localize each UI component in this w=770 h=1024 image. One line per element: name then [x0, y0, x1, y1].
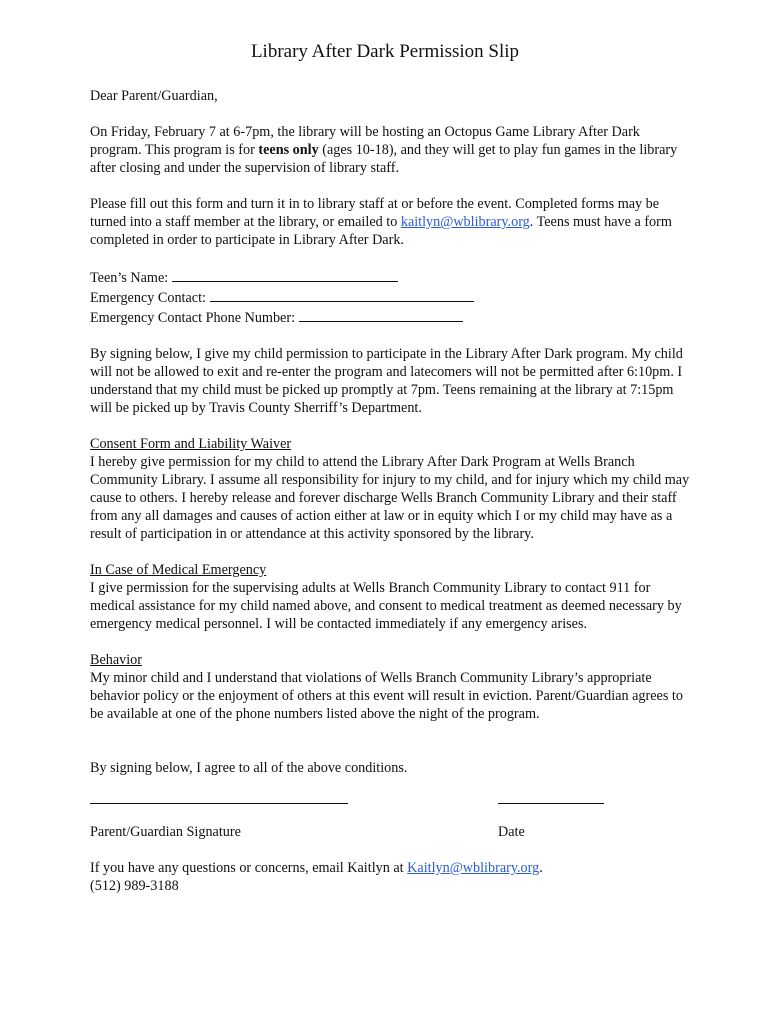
teen-name-field[interactable]	[172, 267, 398, 282]
page-title: Library After Dark Permission Slip	[250, 41, 520, 62]
behavior-body: My minor child and I understand that violations of Wells Branch Community Library’s appropriate behavior policy or the enjoyment of others at this event will result in eviction. Parent/Guardian agrees to be available at one of the phone numbers listed above the night of the program.	[90, 670, 683, 722]
medical-heading: In Case of Medical Emergency	[90, 562, 267, 578]
instructions-text-2: . Teens must have a form completed in order to participate in Library After Dark.	[90, 214, 672, 248]
consent-section	[90, 435, 690, 543]
emergency-phone-field[interactable]	[299, 307, 463, 322]
contact-phone: (512) 989-3188	[90, 878, 179, 894]
signature-label: Parent/Guardian Signature	[90, 824, 241, 840]
teen-name-label: Teen’s Name:	[90, 270, 169, 286]
intro-bold-text: teens only	[258, 142, 319, 158]
signature-field[interactable]	[90, 803, 348, 804]
medical-body: I give permission for the supervising adults at Wells Branch Community Library to contact 911 for medical assistance for my child named above, and consent to medical treatment as deemed necessary by emergency medical personnel. I will be contacted immediately if any emergency arises.	[90, 580, 682, 632]
emergency-phone-row	[90, 307, 690, 327]
medical-section	[90, 561, 690, 633]
contact-suffix: .	[539, 860, 543, 876]
consent-body: I hereby give permission for my child to attend the Library After Dark Program at Wells Branch Community Library. I assume all responsibility for injury to my child, and for injury which my child may cause to others. I hereby release and forever discharge Wells Branch Community Library and their staff from any all damages and causes of action either at law or in equity which I or my child may have as a result of participation in or attendance at this activity sponsored by the library.	[90, 454, 690, 542]
contact-email-link[interactable]: Kaitlyn@wblibrary.org	[407, 860, 540, 876]
signature-lines	[90, 793, 690, 823]
teen-name-row	[90, 267, 690, 287]
intro-text-2: (ages 10-18), and they will get to play fun games in the library after closing and under the supervision of library staff.	[90, 142, 678, 176]
behavior-heading: Behavior	[90, 652, 143, 668]
instructions-paragraph	[90, 195, 690, 249]
consent-heading: Consent Form and Liability Waiver	[90, 436, 292, 452]
contact-prefix: If you have any questions or concerns, email Kaitlyn at	[90, 860, 408, 876]
permission-paragraph: By signing below, I give my child permission to participate in the Library After Dark program. My child will not be allowed to exit and re-enter the program and latecomers will not be permitted after 6:10pm. I understand that my child must be picked up promptly at 7pm. Teens remaining at the library at 7:15pm will be picked up by Travis County Sherriff’s Department.	[90, 346, 683, 416]
instructions-text-1: Please fill out this form and turn it in to library staff at or before the event. Completed forms may be turned into a staff member at the library, or emailed to	[90, 196, 660, 230]
signature-labels	[90, 823, 690, 841]
emergency-contact-label: Emergency Contact:	[90, 290, 206, 306]
permission-slip-page	[90, 40, 690, 895]
date-label: Date	[498, 824, 525, 840]
intro-text-1: On Friday, February 7 at 6-7pm, the library will be hosting an Octopus Game Library After Dark program. This program is for	[90, 124, 640, 158]
agreement-text: By signing below, I agree to all of the above conditions.	[90, 760, 408, 776]
staff-email-link[interactable]: kaitlyn@wblibrary.org	[400, 214, 530, 230]
behavior-section	[90, 651, 690, 723]
intro-paragraph	[90, 123, 690, 177]
contact-line	[90, 859, 690, 877]
date-field[interactable]	[498, 803, 604, 804]
emergency-phone-label: Emergency Contact Phone Number:	[90, 310, 296, 326]
emergency-contact-field[interactable]	[210, 287, 474, 302]
form-fields	[90, 267, 690, 327]
greeting: Dear Parent/Guardian,	[90, 88, 218, 104]
emergency-contact-row	[90, 287, 690, 307]
